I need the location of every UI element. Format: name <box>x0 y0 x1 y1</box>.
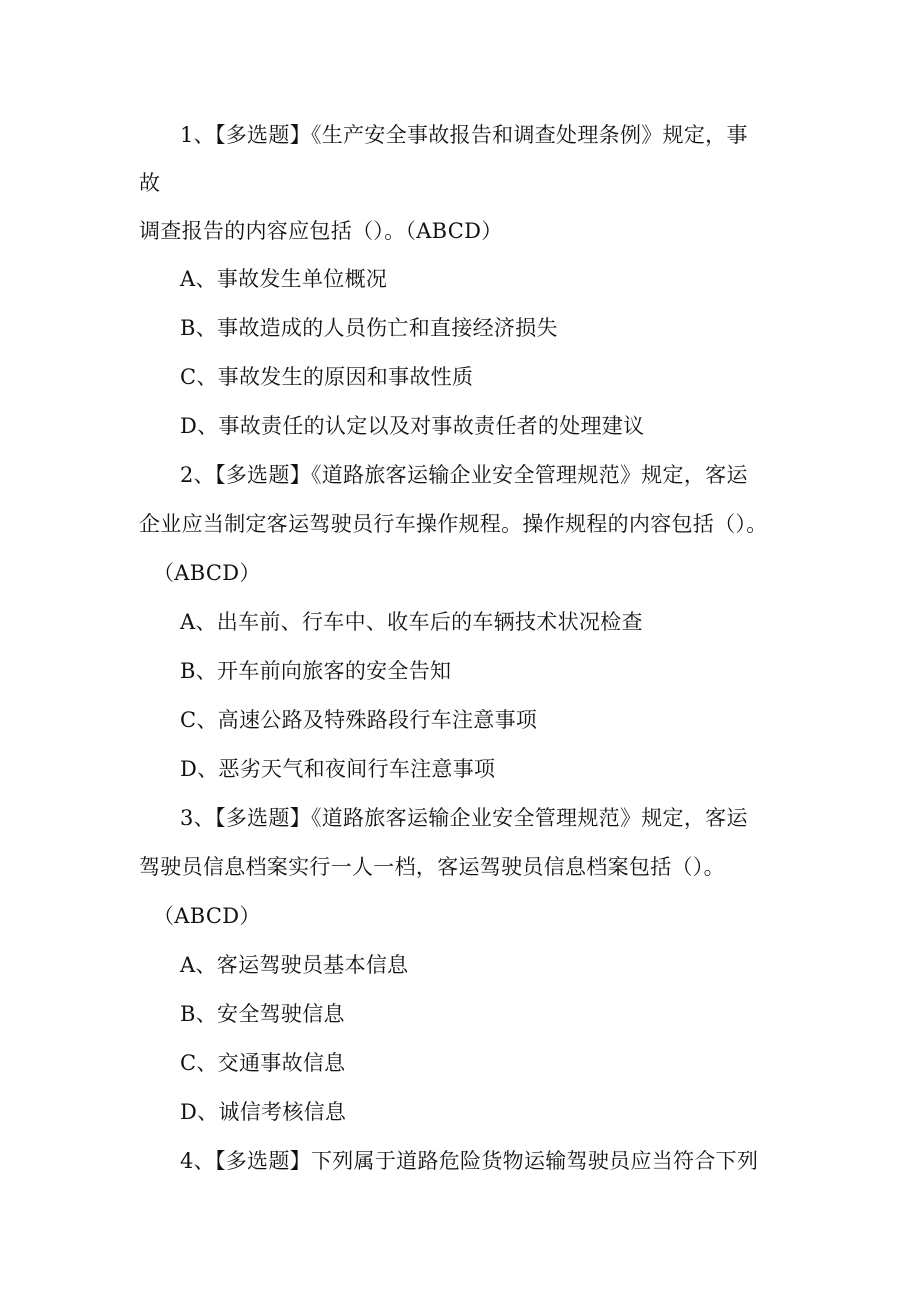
question-1-option-c: C、事故发生的原因和事故性质 <box>180 365 474 389</box>
question-2-option-b: B、开车前向旅客的安全告知 <box>180 659 452 683</box>
question-1-option-a: A、事故发生单位概况 <box>180 267 388 291</box>
question-3-stem-line-1: 3、【多选题】《道路旅客运输企业安全管理规范》规定，客运 <box>180 806 748 830</box>
question-2-stem-line-2: 企业应当制定客运驾驶员行车操作规程。操作规程的内容包括（）。 <box>139 512 768 536</box>
question-1-stem-line-1: 1、【多选题】《生产安全事故报告和调查处理条例》规定，事 <box>180 123 748 147</box>
question-2-option-a: A、出车前、行车中、收车后的车辆技术状况检查 <box>180 610 643 634</box>
question-3-option-a: A、客运驾驶员基本信息 <box>180 953 409 977</box>
question-2-answer: （ABCD） <box>153 561 261 585</box>
question-1-stem-line-2: 故 <box>139 171 161 195</box>
question-3-answer: （ABCD） <box>153 904 261 928</box>
question-2-option-c: C、高速公路及特殊路段行车注意事项 <box>180 708 538 732</box>
question-3-stem-line-2: 驾驶员信息档案实行一人一档，客运驾驶员信息档案包括（）。 <box>139 855 725 879</box>
question-3-option-d: D、诚信考核信息 <box>180 1100 347 1124</box>
question-2-option-d: D、恶劣天气和夜间行车注意事项 <box>180 757 496 781</box>
question-1-stem-line-3: 调查报告的内容应包括（）。（ABCD） <box>139 219 503 243</box>
question-3-option-c: C、交通事故信息 <box>180 1051 346 1075</box>
question-2-stem-line-1: 2、【多选题】《道路旅客运输企业安全管理规范》规定，客运 <box>180 463 748 487</box>
question-4-stem-line-1: 4、【多选题】下列属于道路危险货物运输驾驶员应当符合下列 <box>180 1149 759 1173</box>
question-1-option-d: D、事故责任的认定以及对事故责任者的处理建议 <box>180 414 645 438</box>
question-3-option-b: B、安全驾驶信息 <box>180 1002 345 1026</box>
question-1-option-b: B、事故造成的人员伤亡和直接经济损失 <box>180 316 558 340</box>
